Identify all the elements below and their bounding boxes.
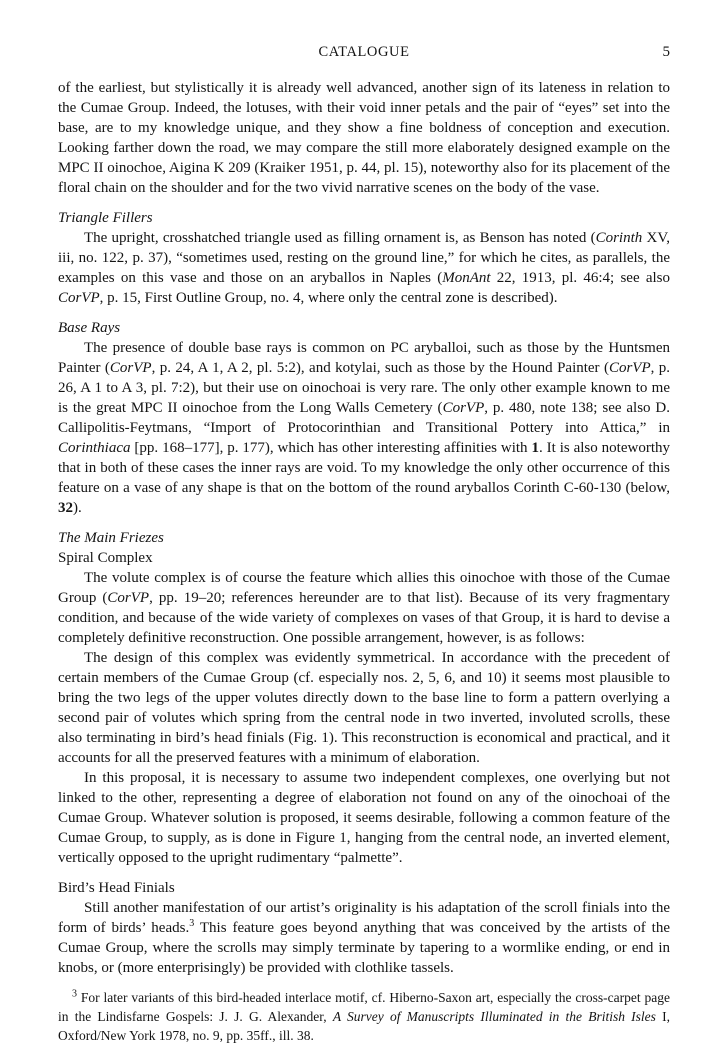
citation-corvp: CorVP [58, 290, 100, 306]
section-heading-base-rays: Base Rays [58, 320, 121, 336]
section-heading-triangle-fillers: Triangle Fillers [58, 210, 153, 226]
catalogue-ref-32: 32 [58, 500, 73, 516]
footnote-marker: 3 [72, 988, 77, 1000]
citation-monant: MonAnt [442, 270, 491, 286]
base-rays-paragraph: The presence of double base rays is common on PC aryballoi, such as those by the Huntsmen Painter (CorVP, p. 24, A 1, A 2, pl. 5:2), and kotylai, such as those by the Hound Painter (CorVP, p. 26, A 1 to A 3, pl. 7:2), but their use on oinochoai is very rare. The only other example known to me is the great MPC II oinochoe from the Long Walls Cemetery (CorVP, p. 480, note 138; see also D. Callipolitis-Feytmans, “Import of Protocorinthian and Transitional Pottery into Attica,” in Corinthiaca [pp. 168–177], p. 177), which has other interesting affinities with 1. It is also noteworthy that in both of these cases the inner rays are void. To my knowledge the only other occurrence of this feature on a vase of any shape is that on the bottom of the round aryballos Corinth C-60-130 (below, 32). [58, 340, 671, 516]
triangle-fillers-paragraph: The upright, crosshatched triangle used as filling ornament is, as Benson has noted (Corinth XV, iii, no. 122, p. 37), “sometimes used, resting on the ground line,” for which he cites, as parallels, the examples on this vase and those on an aryballos in Naples (MonAnt 22, 1913, pl. 46:4; see also CorVP, p. 15, First Outline Group, no. 4, where only the central zone is described). [58, 230, 670, 306]
catalogue-ref-1: 1 [531, 440, 539, 456]
footnote-ref-3: 3 [189, 918, 195, 929]
subheading-birds-head-finials: Bird’s Head Finials [58, 880, 175, 896]
footnote-3: $^3$ For later variants of this bird-headed interlace motif, cf. Hiberno-Saxon art, especially the cross-carpet page in the Lindisfarne Gospels: J. J. G. Alexander, A Survey of Manuscripts Illuminated in the British Isles I, Oxford/New York 1978, no. 9, pp. 35ff., ill. 38. [58, 988, 670, 1043]
birds-head-paragraph: Still another manifestation of our artist’s originality is his adaptation of the scroll finials into the form of birds’ heads.$^3$ This feature goes beyond anything that was conceived by the artists of the Cumae Group, where the scrolls may simply terminate by tapering to a wormlike ending, or end in knobs, or (more enterprisingly) be provided with clothlike tassels. [58, 900, 670, 976]
spiral-paragraph-3: In this proposal, it is necessary to assume two independent complexes, one overlying but not linked to the other, representing a degree of elaboration not found on any of the oinochoai of the Cumae Group. Whatever solution is proposed, it seems desirable, following a common feature of the Cumae Group, to supply, as is done in Figure 1, hanging from the central node, an inverted element, vertically opposed to the upright rudimentary “palmette”. [58, 770, 670, 866]
citation-corinth: Corinth [595, 230, 643, 246]
intro-paragraph: of the earliest, but stylistically it is already well advanced, another sign of its lateness in relation to the Cumae Group. Indeed, the lotuses, with their void inner petals and the pair of “eyes” set into the base, are to my knowledge unique, and they show a fine boldness of conception and execution. Looking farther down the road, we may compare the still more elaborately designed example on the MPC II oinochoe, Aigina K 209 (Kraiker 1951, p. 44, pl. 15), noteworthy also for its placement of the floral chain on the shoulder and for the two vivid narrative scenes on the body of the vase. [58, 80, 670, 196]
running-head [58, 42, 670, 66]
subheading-spiral-complex: Spiral Complex [58, 550, 153, 566]
spiral-paragraph-2: The design of this complex was evidently symmetrical. In accordance with the precedent of certain members of the Cumae Group (cf. especially nos. 2, 5, 6, and 10) it seems most plausible to bring the two legs of the upper volutes directly down to the base line to form a pattern overlying a second pair of volutes which spring from the central node in two inverted, involuted scrolls, these also terminating in bird’s head finials (Fig. 1). This reconstruction is economical and practical, and it accounts for all the preserved features with a minimum of elaboration. [58, 650, 670, 766]
page [58, 42, 670, 1045]
running-title: CATALOGUE [318, 44, 410, 60]
page-number: 5 [662, 44, 670, 60]
section-heading-main-friezes: The Main Friezes [58, 530, 164, 546]
spiral-paragraph-1: The volute complex is of course the feature which allies this oinochoe with those of the Cumae Group (CorVP, pp. 19–20; references hereunder are to that list). Because of its very fragmentary condition, and because of the wide variety of complexes on vases of that Group, it is hard to devise a completely definitive reconstruction. One possible arrangement, however, is as follows: [58, 570, 670, 646]
